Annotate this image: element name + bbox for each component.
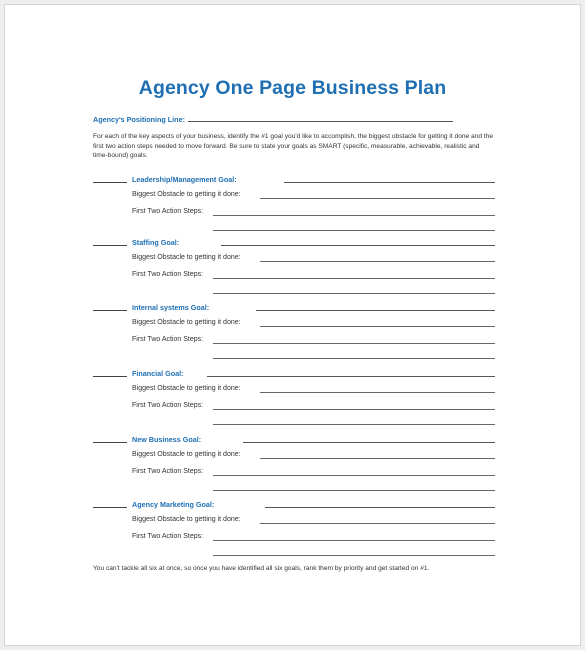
goal-rank-blank [93, 245, 127, 246]
action-steps-label: First Two Action Steps: [132, 336, 204, 343]
obstacle-blank [260, 392, 495, 393]
goal-rank-blank [93, 442, 127, 443]
goal-block [93, 435, 495, 495]
footer-note: You can't tackle all six at once, so once you have identified all six goals, rank them by priority and get started on #1. [93, 565, 430, 572]
action-step-blank [213, 215, 495, 216]
action-step-blank [213, 424, 495, 425]
obstacle-label: Biggest Obstacle to getting it done: [132, 451, 241, 458]
goal-block [93, 369, 495, 429]
obstacle-blank [260, 458, 495, 459]
positioning-line [93, 115, 453, 124]
goal-title: Financial Goal: [132, 369, 184, 378]
goal-title: Staffing Goal: [132, 238, 180, 247]
obstacle-blank [260, 198, 495, 199]
action-step-blank [213, 490, 495, 491]
action-step-blank [213, 540, 495, 541]
action-steps-label: First Two Action Steps: [132, 208, 204, 215]
obstacle-label: Biggest Obstacle to getting it done: [132, 385, 241, 392]
obstacle-label: Biggest Obstacle to getting it done: [132, 191, 241, 198]
positioning-blank [188, 115, 453, 122]
action-steps-label: First Two Action Steps: [132, 533, 204, 540]
goal-rank-blank [93, 182, 127, 183]
action-step-blank [213, 475, 495, 476]
action-step-blank [213, 358, 495, 359]
action-steps-label: First Two Action Steps: [132, 468, 204, 475]
goal-blank [256, 310, 495, 311]
goal-rank-blank [93, 310, 127, 311]
goal-title: Internal systems Goal: [132, 303, 210, 312]
positioning-label: Agency's Positioning Line: [93, 115, 185, 124]
action-step-blank [213, 230, 495, 231]
goal-title: Agency Marketing Goal: [132, 500, 215, 509]
obstacle-label: Biggest Obstacle to getting it done: [132, 319, 241, 326]
action-step-blank [213, 278, 495, 279]
goal-blank [243, 442, 495, 443]
obstacle-label: Biggest Obstacle to getting it done: [132, 516, 241, 523]
action-step-blank [213, 409, 495, 410]
document-page [4, 4, 581, 646]
goal-rank-blank [93, 376, 127, 377]
goal-block [93, 175, 495, 235]
goal-block [93, 303, 495, 363]
goal-block [93, 500, 495, 560]
action-steps-label: First Two Action Steps: [132, 271, 204, 278]
obstacle-blank [260, 326, 495, 327]
document-title: Agency One Page Business Plan [138, 77, 447, 99]
goal-title: Leadership/Management Goal: [132, 175, 237, 184]
goal-rank-blank [93, 507, 127, 508]
intro-paragraph: For each of the key aspects of your business, identify the #1 goal you'd like to accomplish, the biggest obstacle for getting it done and the first two action steps needed to move forward. Be sure to state your goals as SMART (specific, measurable, achievable, realistic and time-bound) goals. [93, 133, 494, 160]
goal-title: New Business Goal: [132, 435, 202, 444]
obstacle-blank [260, 523, 495, 524]
action-step-blank [213, 293, 495, 294]
goal-block [93, 238, 495, 298]
action-steps-label: First Two Action Steps: [132, 402, 204, 409]
goal-blank [284, 182, 495, 183]
goal-blank [265, 507, 495, 508]
goal-blank [221, 245, 495, 246]
obstacle-blank [260, 261, 495, 262]
action-step-blank [213, 555, 495, 556]
action-step-blank [213, 343, 495, 344]
obstacle-label: Biggest Obstacle to getting it done: [132, 254, 241, 261]
goal-blank [207, 376, 495, 377]
